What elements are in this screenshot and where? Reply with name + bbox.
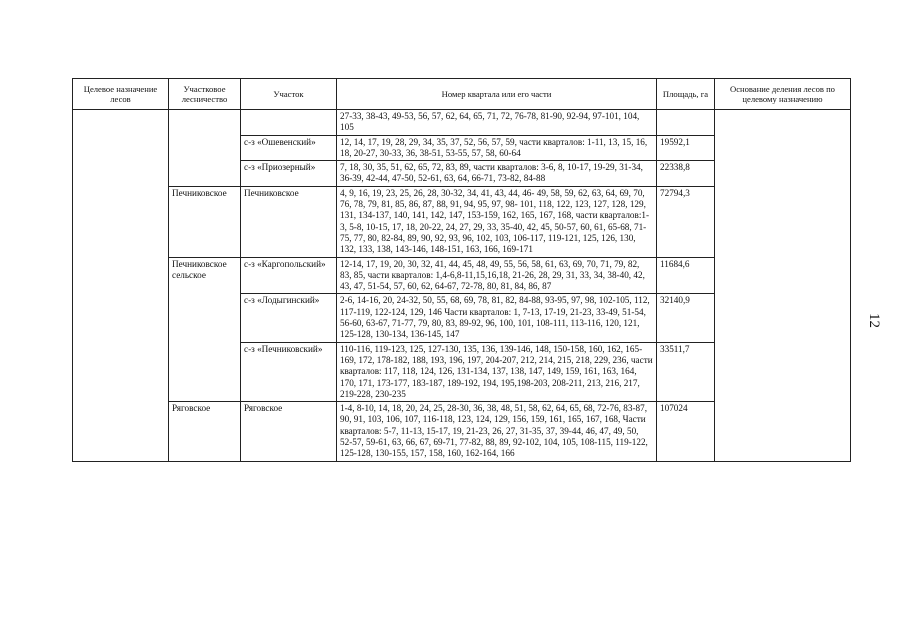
area-cell: 107024 [657,402,715,461]
header-quarters: Номер квартала или его части [337,79,657,110]
section-cell: Печниковское [241,186,337,257]
section-cell: с-з «Ошевенский» [241,135,337,161]
header-basis: Основание деления лесов по целевому назначению [715,79,851,110]
forestry-cell: Ряговское [169,402,241,461]
quarters-cell: 7, 18, 30, 35, 51, 62, 65, 72, 83, 89, части кварталов: 3-6, 8, 10-17, 19-29, 31-34, 36-39, 42-44, 47-50, 52-61, 63, 64, 66-71, 73-82, 84-88 [337,161,657,187]
forestry-cell: Печниковское сельское [169,257,241,402]
area-cell: 19592,1 [657,135,715,161]
quarters-cell: 12-14, 17, 19, 20, 30, 32, 41, 44, 45, 48, 49, 55, 56, 58, 61, 63, 69, 70, 71, 79, 82, 83, 85, части кварталов: 1,4-6,8-11,15,16,18, 21-26, 28, 29, 31, 33, 34, 38-40, 42, 43, 47, 51-54, 57, 60, 62, 64-67, 72-78, 80, 81, 84, 86, 87 [337,257,657,294]
area-cell: 11684,6 [657,257,715,294]
section-cell: с-з «Печниковский» [241,342,337,401]
area-cell: 33511,7 [657,342,715,401]
page-number: 12 [866,313,882,328]
quarters-cell: 27-33, 38-43, 49-53, 56, 57, 62, 64, 65, 71, 72, 76-78, 81-90, 92-94, 97-101, 104, 105 [337,110,657,136]
forestry-cell [169,110,241,187]
basis-cell [715,110,851,462]
quarters-cell: 2-6, 14-16, 20, 24-32, 50, 55, 68, 69, 78, 81, 82, 84-88, 93-95, 97, 98, 102-105, 112, 117-119, 122-124, 129, 146 Части кварталов: 1, 7-13, 17-19, 21-23, 33-49, 51-54, 56-60, 63-67, 71-77, 79, 80, 83, 89-92, 96, 100, 101, 108-111, 113-116, 120, 121, 125-128, 130-134, 136-145, 147 [337,294,657,342]
section-cell [241,110,337,136]
area-cell: 22338,8 [657,161,715,187]
forestry-cell: Печниковское [169,186,241,257]
header-purpose: Целевое назначение лесов [73,79,169,110]
quarters-cell: 110-116, 119-123, 125, 127-130, 135, 136, 139-146, 148, 150-158, 160, 162, 165-169, 172, 178-182, 188, 193, 196, 197, 204-207, 212, 214, 215, 218, 229, 236, части кварталов: 117, 118, 124, 126, 131-134, 137, 138, 147, 149, 159, 161, 163, 164, 170, 171, 173-177, 183-187, 189-192, 194, 195,198-203, 208-211, 213, 216, 217, 219-228, 230-235 [337,342,657,401]
purpose-cell [73,110,169,462]
section-cell: Ряговское [241,402,337,461]
header-area: Площадь, га [657,79,715,110]
table-row [73,110,851,136]
header-forestry: Участковое лесничество [169,79,241,110]
section-cell: с-з «Приозерный» [241,161,337,187]
area-cell: 32140,9 [657,294,715,342]
quarters-cell: 12, 14, 17, 19, 28, 29, 34, 35, 37, 52, 56, 57, 59, части кварталов: 1-11, 13, 15, 16, 18, 20-27, 30-33, 36, 38-51, 53-55, 57, 58, 60-64 [337,135,657,161]
area-cell: 72794,3 [657,186,715,257]
area-cell [657,110,715,136]
header-section: Участок [241,79,337,110]
forest-division-table [72,78,851,462]
section-cell: с-з «Лодыгинский» [241,294,337,342]
quarters-cell: 4, 9, 16, 19, 23, 25, 26, 28, 30-32, 34, 41, 43, 44, 46- 49, 58, 59, 62, 63, 64, 69, 70, 76, 78, 79, 81, 85, 86, 87, 88, 91, 94, 95, 97, 98- 101, 118, 122, 123, 127, 128, 129, 131, 134-137, 140, 141, 142, 147, 153-159, 162, 165, 167, 168, части кварталов:1-3, 5-8, 10-15, 17, 18, 20-22, 24, 27, 29, 33, 35-40, 42, 45, 50-57, 60, 61, 65-68, 71-75, 77, 80, 82-84, 89, 90, 92, 93, 96, 102, 103, 106-117, 119-121, 125, 126, 130, 132, 133, 138, 143-146, 148-151, 163, 166, 169-171 [337,186,657,257]
table-header-row [73,79,851,110]
section-cell: с-з «Каргопольский» [241,257,337,294]
quarters-cell: 1-4, 8-10, 14, 18, 20, 24, 25, 28-30, 36, 38, 48, 51, 58, 62, 64, 65, 68, 72-76, 83-87, 90, 91, 103, 106, 107, 116-118, 123, 124, 129, 156, 159, 161, 165, 167, 168, Части кварталов: 5-7, 11-13, 15-17, 19, 21-23, 26, 27, 31-35, 37, 39-44, 46, 47, 49, 50, 52-57, 59-61, 63, 66, 67, 69-71, 77-82, 88, 89, 92-102, 104, 105, 108-115, 119-122, 125-128, 130-155, 157, 158, 160, 162-164, 166 [337,402,657,461]
